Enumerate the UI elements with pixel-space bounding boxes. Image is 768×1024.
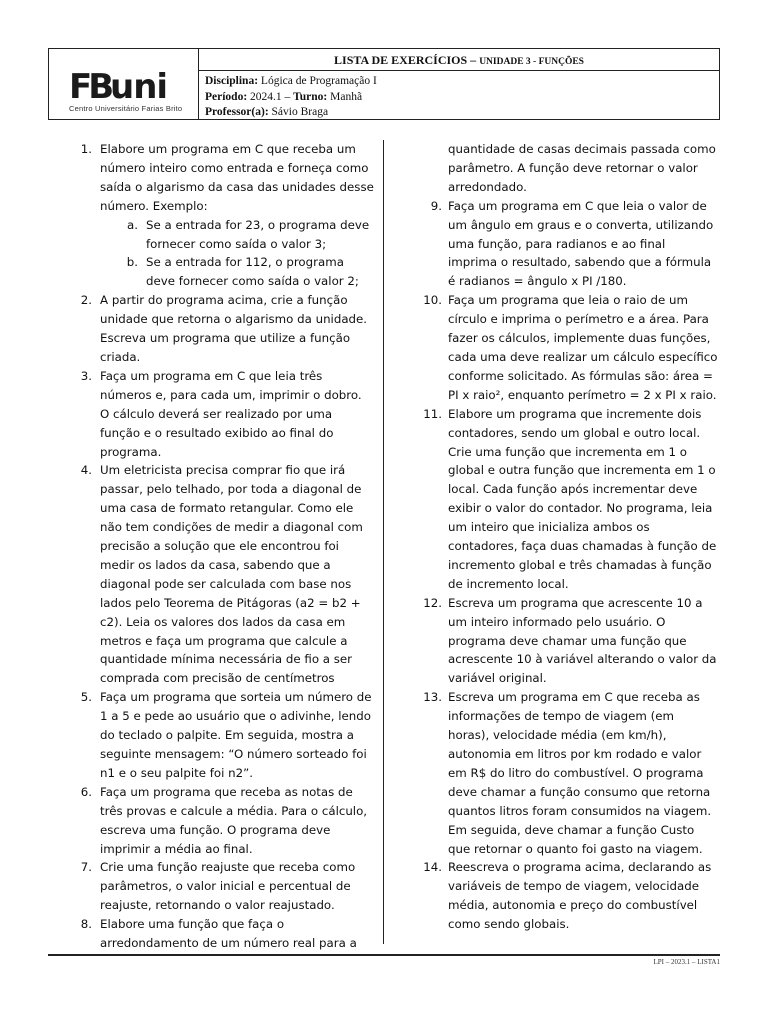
exercise-number: 3. <box>80 368 92 383</box>
institution-logo <box>49 49 199 119</box>
professor-row <box>205 105 713 121</box>
exercise-text: Faça um programa que leia o raio de um círculo e imprima o perímetro e a área. Para fazer os cálculos, implemente duas funções, cada uma deve realizar um cálculo específico conforme solicitado. As fórmulas são: área = PI x raio², enquanto perímetro = 2 x PI x raio. <box>448 293 718 402</box>
exercise-number: 14. <box>423 860 442 875</box>
exercise-text: Faça um programa em C que leia o valor de um ângulo em graus e o converta, utilizando uma função, para radianos e ao final imprima o resultado, sabendo que a fórmula é radianos = ângulo x PI /180. <box>448 198 714 289</box>
exercise-text: Elabore uma função que faça o arredondamento de um número real para a <box>100 917 357 951</box>
document-title <box>199 49 719 71</box>
exercise-item <box>70 461 374 688</box>
exercise-item <box>70 783 374 859</box>
exercise-item <box>70 140 374 216</box>
exercise-subitem <box>70 253 374 291</box>
header-table <box>48 48 720 120</box>
logo-name: uni <box>110 67 168 107</box>
exercise-number: 11. <box>423 406 442 421</box>
exercise-number: 7. <box>80 860 92 875</box>
exercise-number: 5. <box>80 690 92 705</box>
exercise-text: Um eletricista precisa comprar fio que irá passar, pelo telhado, por toda a diagonal de uma casa de formato retangular. Como ele não tem condições de medir a diagonal com precisão a solução que ele encontrou foi medir os lados da casa, sabendo que a diagonal pode ser calculada com base nos lados pelo Teorema de Pitágoras (a2 = b2 + c2). Leia os valores dos lados da casa em metros e faça um programa que calcule a quantidade mínima necessária de fio a ser comprada com precisão de centímetros <box>100 463 363 686</box>
logo-mark: FB <box>69 67 111 107</box>
shift-value: Manhã <box>330 90 363 103</box>
exercise-number: 1. <box>80 142 92 156</box>
title-unit: UNIDADE 3 - FUNÇÕES <box>479 57 584 67</box>
exercise-number: 10. <box>423 293 442 308</box>
exercise-number: 8. <box>80 917 92 932</box>
exercise-number: 4. <box>80 463 92 478</box>
exercise-number: 2. <box>80 293 92 308</box>
exercise-number: b. <box>126 255 138 270</box>
exercise-text: Faça um programa que receba as notas de três provas e calcule a média. Para o cálculo, escreva uma função. O programa deve imprimir a média ao final. <box>100 784 368 856</box>
exercise-text: Elabore um programa em C que receba um número inteiro como entrada e forneça como saída o algarismo da casa das unidades desse número. Exemplo: <box>100 142 374 213</box>
period-separator: – <box>281 90 294 103</box>
shift-label: Turno: <box>293 90 328 103</box>
exercise-text: quantidade de casas decimais passada como parâmetro. A função deve retornar o valor arredondado. <box>448 142 716 194</box>
exercise-text: Reescreva o programa acima, declarando as variáveis de tempo de viagem, velocidade média, autonomia e preço do combustível como sendo globais. <box>448 860 712 932</box>
period-value: 2024.1 <box>250 90 282 103</box>
period-row <box>205 90 713 106</box>
column-divider <box>383 140 384 944</box>
course-info <box>199 71 719 119</box>
professor-value: Sávio Braga <box>271 106 329 118</box>
discipline-row <box>205 74 713 90</box>
discipline-label: Disciplina: <box>205 75 259 87</box>
exercise-column-right <box>416 140 718 934</box>
exercise-item <box>416 405 718 594</box>
period-label: Período: <box>205 90 248 103</box>
exercise-continuation <box>416 140 718 197</box>
exercise-item <box>416 291 718 404</box>
exercise-text: A partir do programa acima, crie a função unidade que retorna o algarismo da unidade. Escreva um programa que utilize a função criada. <box>100 293 368 364</box>
exercise-number: 13. <box>423 690 442 705</box>
professor-label: Professor(a): <box>205 106 269 118</box>
exercise-item <box>70 367 374 462</box>
exercise-text: Faça um programa em C que leia três números e, para cada um, imprimir o dobro. O cálculo deverá ser realizado por uma função e o resultado exibido ao final do programa. <box>100 368 362 459</box>
exercise-text: Escreva um programa que acrescente 10 a um inteiro informado pelo usuário. O programa deve chamar uma função que acrescente 10 à variável alterando o valor da variável original. <box>448 595 717 686</box>
exercise-item <box>416 858 718 934</box>
exercise-text: Escreva um programa em C que receba as informações de tempo de viagem (em horas), velocidade média (em km/h), autonomia em litros por km rodado e valor em R$ do litro do combustível. O programa deve chamar a função consumo que retorna quantos litros foram consumidos na viagem. Em seguida, deve chamar a função Custo que retornar o quanto foi gasto na viagem. <box>448 690 712 856</box>
exercise-text: Crie uma função reajuste que receba como parâmetros, o valor inicial e percentual de reajuste, retornando o valor reajustado. <box>100 860 356 913</box>
exercise-number: 6. <box>80 784 92 799</box>
exercise-subitem <box>70 216 374 254</box>
exercise-number: 9. <box>430 198 442 213</box>
exercise-column-left <box>70 140 374 953</box>
exercise-text: Faça um programa que sorteia um número de 1 a 5 e pede ao usuário que o adivinhe, lendo do teclado o palpite. Em seguida, mostra a seguinte mensagem: “O número sorteado foi n1 e o seu palpite foi n2”. <box>100 690 372 780</box>
exercise-text: Elabore um programa que incremente dois contadores, sendo um global e outro local. Crie uma função que incrementa em 1 o global e outra função que incrementa em 1 o local. Cada função após incrementar deve exibir o valor do contador. No programa, leia um inteiro que inicializa ambos os contadores, faça duas chamadas à função de incremento global e três chamadas à função de incremento local. <box>448 406 717 591</box>
exercise-text: Se a entrada for 112, o programa deve fornecer como saída o valor 2; <box>146 255 359 289</box>
footer-rule <box>48 954 720 956</box>
exercise-item <box>416 688 718 858</box>
title-main: LISTA DE EXERCÍCIOS – <box>334 53 480 67</box>
exercise-number: 12. <box>423 595 442 610</box>
exercise-item <box>70 858 374 915</box>
logo-subtitle: Centro Universitário Farias Brito <box>69 104 183 113</box>
exercise-item <box>416 594 718 689</box>
exercise-item <box>416 197 718 292</box>
exercise-text: Se a entrada for 23, o programa deve fornecer como saída o valor 3; <box>146 217 370 251</box>
exercise-item <box>70 291 374 367</box>
exercise-item <box>70 688 374 783</box>
exercise-number: a. <box>127 217 138 232</box>
exercise-item <box>70 915 374 953</box>
discipline-value: Lógica de Programação I <box>260 75 377 87</box>
footer-text: LPI – 2023.1 – LISTA1 <box>653 958 720 966</box>
